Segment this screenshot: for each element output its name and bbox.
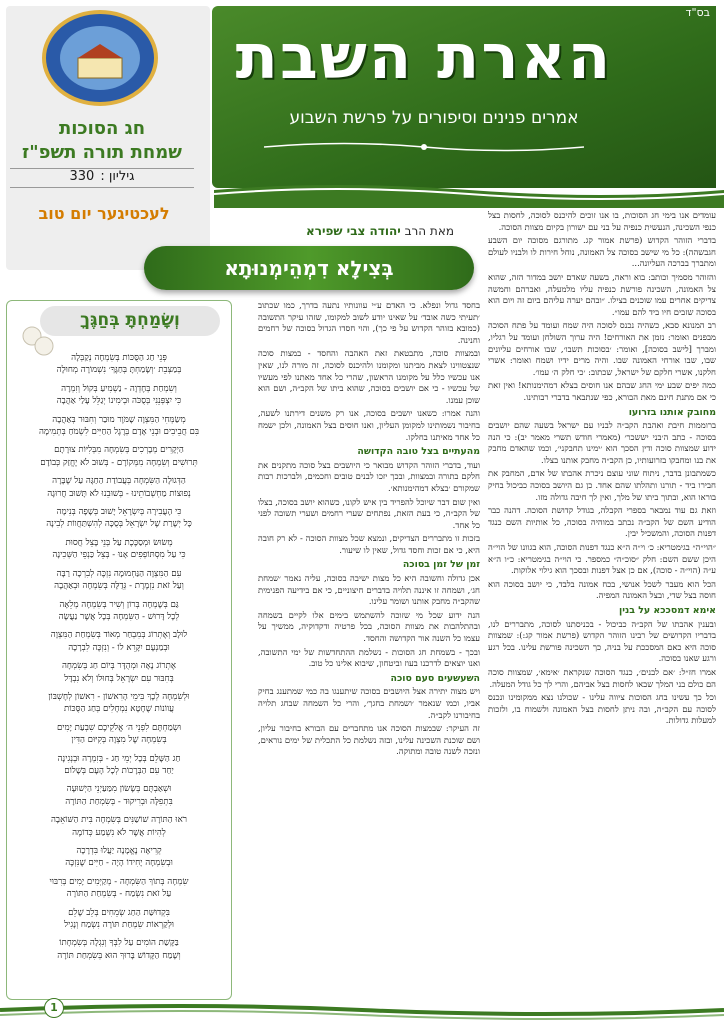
poem-stanza bbox=[12, 691, 226, 716]
poem-stanza bbox=[12, 814, 226, 839]
paragraph: בדברי הזוהר הקדוש (פרשת אמור קג. מתורגם מסוכה יום השבע חגבשהה): כל מי שישב בסוכה צל האמונה, נוחל חירות לו ולבניו לעולם ומתברך בברכה העליונה... bbox=[488, 235, 716, 269]
poem-line: אֶתְרוֹג נָאָה וּמְהֻדָּר בְּיוֹם חַג בְּשִׂמְחָה bbox=[61, 661, 177, 672]
holiday-name: חג הסוכות bbox=[58, 118, 146, 139]
poem-line: פְּנֵי חַג הַסֻּכּוֹת בְּשִׂמְחָה נְקַבְּלָה bbox=[71, 353, 167, 363]
paragraph: עומדים אנו בימי חג הסוכות, בו אנו זוכים להיכנס לסוכה, לחסות בצל כנפי השכינה, הנעשית כנפיה על בני עם ישורון בקיום מצוות הסוכה. bbox=[488, 210, 716, 232]
poem-line: רֹאוּ הַתּוֹרָה שׁוֹשַׁנִּים בְּשִׂמְחָה בִּית הַשּׁוֹאֵבָה bbox=[50, 815, 187, 826]
poem-line: וְשִׂמְחַת בְּחֶדְוָה - נַשְׁמִיעַ בְּקוֹל וְזִמְרָה bbox=[61, 383, 177, 394]
poem-line: לוּלָב וְאֶתְרוֹג בְּמִבְחַר מְאוֹד בְּשִׂמְחַת הַמִּצְוָה bbox=[50, 630, 188, 641]
poem-line: בִּקְדוּשַּׁת הַחַג שְׂמֵחִים בְּלֵב שָׁלֵם bbox=[68, 907, 170, 918]
yom-tov-line: לעכטיגער יום טוב bbox=[38, 204, 170, 223]
poem-line: מְשַׂמְּחִי הַמִּצְוָה שָׁמֹּוֶר מוּבַר וְחִבּוּר בְּאַהֲבָה bbox=[52, 414, 186, 425]
paragraph: אכן גדולה וחשובה היא כל מצות ישיבה בסוכה, עליה נאמר ׳שמחת חג׳, ושמחה זו איננה תלויה בדברים חיצוניים, כי אם בידיעה הפנימית שהקב״ה מחבק אותנו ושומר עלינו. bbox=[258, 573, 480, 607]
poem-line: בִּם חֲבֵיבִים וּבְנֵי אָדָם בְּרֶגֶל הַחַיִּים לִשְׂמֹחַ בְּתְמִימָה bbox=[38, 427, 200, 438]
poem-line: הַדְּגוּלָה הַשִּׂמְחָה בְּעֲבוֹדַת הַחַגָּה עַל שֶׁבָּרָה bbox=[52, 476, 186, 487]
section-heading: מהעתיים בצל טובה הקדושה bbox=[357, 446, 480, 458]
poem-line: שִׂמְחָה בְּתוֹךְ הַשִּׂמְחָה - מְקַיְּמִים יָמִים בְּרִבּוּי bbox=[49, 876, 189, 887]
footer-wave bbox=[0, 1000, 724, 1020]
paragraph: זה העיקר: שבמצות הסוכה אנו מתחברים עם הבורא בחיבור עליון, ושם שוכנת השכינה עלינו, ובזה נשלמת כל התכלית של ימים נוראים, ונזכה לשנה טובה ומתוקה. bbox=[258, 723, 480, 757]
poem-stanza bbox=[12, 753, 226, 778]
poem-stanza bbox=[12, 383, 226, 408]
poem-line: עִם הַמִּצְוָה הַנַּחְמוּמָה נִזְכֶּה לְבִרְכָה רַבָּה bbox=[56, 568, 182, 579]
paragraph: ובמצוות סוכה, מתבטאת זאת האהבה והחסד - במצות סוכה שנצטווינו לצאת מביתנו ומקומנו ולהיכנס לסוכה, זה מורה לנו, שאין אנו עכשיו כלל על מקומנו הראשון, שהרי כל אחד מאתנו לפי מעשיו של עכשיו - כי אם יושבים בסוכה, שהוא ביתו של הקב״ה, ושם הוא שוכן עמנו. bbox=[258, 348, 480, 405]
poem-line: גַּם בְּשָׁמְחָה בְּרוֹן וְשִׁיר בְּשִׂמְחָה מְלֵאָה bbox=[59, 599, 179, 610]
poem-stanza bbox=[12, 537, 226, 562]
poem-line: וְשָׁמַח הַקָּדוֹשׁ בָּרוּךְ הוּא בְּשִׂמְחַת תּוֹרָה bbox=[57, 950, 181, 961]
paragraph: ״הוי״ה״ בגימטריא: כ׳ וי״ה ה״א כנגד דפנות הסוכה, הוא בגוונו של הוי״ה היכן ששם השם: חלק ״סוכ״ה״ כמספר. כי הוי״ה בגימטריא: כ״ו ה״א ע״ה (הוי״ה - סוכה), אם כן אצל דפנות ובסכך הוא גילוי אלוקות. bbox=[488, 542, 716, 576]
poem-line: בַּקָּשַׁת הוֹמִים עַל לִבְּךָ וְנִגְלָה בְּשִׂמְחָתוֹ bbox=[59, 938, 179, 949]
poem-stanza bbox=[12, 660, 226, 685]
paragraph: וכל כך עשינו בחג הסוכות ציווה עלינו - שכולנו נצא ממקומינו ונכנס לסוכה עם הקב״ה, ובה ניתן לחסות בצל האמונה ולשמוח בו, ולזכות למעלות גדולות. bbox=[488, 692, 716, 726]
poem-stanza bbox=[12, 783, 226, 808]
poem-line: נְפוּצוֹת מַחְשְׁבוֹתֵינוּ - בְּשׁוּבֵנוּ לֹא תָּשׁוּב חֲרוּגָה bbox=[47, 488, 191, 499]
poem-line: עַל זֹאת נִשְׂמַח - בְּשִׂמְחַת הַתּוֹרָה bbox=[66, 889, 172, 900]
issue-label: גיליון : bbox=[100, 169, 135, 184]
page-number: 1 bbox=[44, 998, 64, 1018]
byline bbox=[306, 224, 454, 238]
paragraph: ברוממות חיבת ואהבת הקב״ה לבניו עם ישראל בשעה שהם יושבים בסוכה - כתב ה׳בני יששכר׳ (מאמרי חודש תשרי מאמר יב): כי הנה ידוע שמצוות סוכה ודין הסכך הוא ׳ימינו תחבקני׳, וכמו שהאדם מחבק את בנו ומחבקו בזרועותיו, כן הקב״ה מחבק אותנו בצלו. bbox=[488, 420, 716, 465]
poem-line: חַג הַשָּׁלֵם בְּכָל יְמֵי חַג - בְּזִמְרָה וּבְנְגִינָה bbox=[57, 753, 181, 764]
poem-stanza bbox=[12, 414, 226, 439]
issue-date: שמחת תורה תשפ"ז bbox=[22, 142, 182, 163]
byline-prefix: מאת הרב bbox=[404, 224, 454, 238]
paragraph: הנה ידוע שכל מי שזוכה להשתמש בימים אלו לקיים בשמחה ובהתלהבות את מצוות הסוכה, בכל פרטיה ודקדוקיה, ממשיך על עצמו כל השנה אור הקדושה והחסד. bbox=[258, 609, 480, 644]
poem-line: כִּי עַל מִסְתּוֹפְפִים אָנוּ - בְּצֵל כַּנְפֵי הַשְּׁכִינָה bbox=[52, 550, 186, 561]
publication-title: הארת השבת bbox=[235, 20, 613, 93]
poem-title: וְשָׂמַחְתָּ בְּחַגֶּךָ bbox=[80, 310, 180, 330]
publication-subtitle: אמרים פנינים וסיפורים על פרשת השבוע bbox=[289, 108, 579, 128]
poem-line: קְרִיאָה נֶאֱמָנָה יַעֲלוּ בִּדְרָכָה bbox=[76, 846, 162, 856]
paragraph: רב המנונא סבא, כשהיה נכנס לסוכה היה שמח ועומד על פתח הסוכה מבפנים ואומר: נזמן את האורחים! היה ערוך השולחן ועומד על רגליו, ומברך [לישב בסוכה], ואומר: ׳בסוכות תשבו׳, שבו אורחים עליונים שבו, שבו אורחי האמונה שבו. והיה מרים ידיו ושמח ואומר: אשרי חלקנו, אשרי חלקם של ישראל, שכתוב: ׳כי חלק ה׳ עמו׳. bbox=[488, 320, 716, 377]
poem-line: לְהִיוֹת אֲשֶׁר לֹא נִשְׁמַע כְּדוֹמֶה bbox=[72, 827, 166, 838]
section-heading: מחובק אותנו בזרועו bbox=[628, 406, 716, 418]
article-title: בְּצִילָא דִמְהֵימְנוּתָא bbox=[224, 256, 394, 280]
poem-stanza bbox=[12, 629, 226, 654]
poem-line: וּלְקַרְאוֹת שִׂמְחַת תּוֹרָה נִשְׂמַח וְנָגִיל bbox=[64, 920, 174, 931]
issue-number: 330 bbox=[69, 169, 95, 184]
poem-line: יַחַד עִם הַבְּרָכוֹת לְכָל הָעָם בְּשָׁלוֹם bbox=[64, 765, 174, 776]
wave-band bbox=[214, 180, 724, 208]
poem-line: וּלְשִׂמְחָה לְכָךְ בִּימֵי הָרִאשׁוֹן - רִאשׁוֹן לְחֶשְׁבּוֹן bbox=[48, 691, 190, 702]
poem-line: מְשׂוּשׂ וּמְסַכֶּכֶת עַל בְּנֵי בָּצֵל חֲסוּת bbox=[65, 537, 173, 548]
poem-line: וּשְׁאַבְתֶּם בְּשָׂשׂוֹן מִמַּעַיְנֵי הַיְשׁוּעָה bbox=[66, 784, 172, 795]
poem-line: עֲווֹנוֹת שֶׁחָטָא נִמְחָלִים בְּחַג הַסֻּכּוֹת bbox=[63, 704, 175, 715]
poem-line: בְּשִׂמְחָה שֶׁל מִצְוָה בְּקִיּוּם הַדִּין bbox=[71, 735, 167, 746]
section-heading: השעשעים סעם סוכה bbox=[390, 672, 480, 684]
poem-line: וְעַל זֹאת נִזְמֶרֶת - גְּדֻלָּה בְּשִׂמְחָה וּבְאַהֲבָה bbox=[54, 581, 184, 592]
article-column-right bbox=[488, 210, 716, 1000]
poem-stanza bbox=[12, 845, 226, 870]
poem-line: כִּי יִצְפְּנֵנִי בְּסֻכֹּה וּבְימִינוֹ יְגַלֵּל עָלַי אַהֲבָה bbox=[56, 396, 182, 407]
poem-stanza bbox=[12, 907, 226, 932]
poem-line: בְּמַצְּבֵת ׳וְשָׂמַחְתָּ בְּחַגֶּךָ׳ נִשְׁמוֹרָה מְחוּלָה bbox=[56, 365, 182, 376]
page-tag: בס"ד bbox=[685, 6, 710, 19]
paragraph: וזאת גם עוד נמבאר בספרי הקבלה, בגודל קדושת הסוכה. דהנה כבר הודיע השם של הקב״ה נכתב במוהיה בסוכה, כל אותיות השם כנגד דפנות הסוכה, והמשכיל יבין. bbox=[488, 505, 716, 539]
poem-line: כָּל יְשָׁרַת שֶׁל יִשְׂרָאֵל בְּסֻכָּה לְהִשְׁתַּחֲווֹת לְבִינָה bbox=[46, 519, 192, 530]
poem-stanza bbox=[12, 599, 226, 624]
poem-line: וּבְמַנְעָם יִקָּרֵא לוֹ - וְנִזְכֶּה לִבְרָכָה bbox=[68, 642, 170, 653]
poem-stanza bbox=[12, 444, 226, 469]
poem-stanza bbox=[12, 475, 226, 500]
paragraph: ויש מצוה יתירה אצל היושבים בסוכה שיתענגו בה כמי שמתענג בחיק אביו, וכמו שנאמר ׳ושמחת בחגך׳, והרי כל השמחה שבחג תלויה בחיבורנו לקב״ה. bbox=[258, 686, 480, 720]
paragraph: והנה אמרו: כשאנו יושבים בסוכה, אנו רק משנים דירתנו לשעה, בחיבור נשמותינו למקומן העליון, ואנו חוסים בצל האמונה, ולכן ישמח כל אחד מאיתנו בחלקו. bbox=[258, 408, 480, 442]
paragraph: ועוד, בדברי הזוהר הקדוש מבואר כי היושבים בצל סוכה מתקנים את חלקם בתורה ובמצוות, ובכך יזכו לבנים טובים וחכמים, ולברכות רבות שמקורם ׳בצלא דמהימנותא׳. bbox=[258, 459, 480, 493]
poem-stanza bbox=[12, 352, 226, 377]
poem-line: הַיְקָרִים מְבָרְכִים בְּשִׂמְחָה מִבְּלִיּוֹת צוּרָתָם bbox=[54, 445, 184, 456]
paragraph: הכל הוא מעבר לשכל אנושי, בכח אמונה בלבד, כי יושב בסוכה הוא חוסה בצל שדי, ובצל האמונה המפיה. bbox=[488, 578, 716, 601]
poem-line: בְּחִבּוּר עִם יִשְׂרָאֵל בְּחוּלוֹ וְלֹא נִבְדָּל bbox=[64, 673, 174, 684]
poem-line: וּשְׂמַחְתֶּם לִפְנֵי ה׳ אֱלֹקֵיכֶם שִׁבְעַת יָמִים bbox=[56, 722, 182, 733]
logo-emblem bbox=[40, 8, 160, 108]
poem-stanza bbox=[12, 937, 226, 962]
poem-line: בִּתְפִלָּה וּבְרִיקוּד - בְּשִׂמְחַת הַתּוֹרָה bbox=[65, 796, 173, 807]
section-heading: אימא דמסככא על בנין bbox=[619, 605, 716, 616]
poem-stanza bbox=[12, 506, 226, 531]
poem-line: כִּי הָעֲבִירָה בְּיִשְׂרָאֵל יָשׁוּב בְּשָׁפָה בְּנִימָה bbox=[56, 507, 182, 518]
section-heading: זמן של זמן בסוכה bbox=[402, 559, 480, 571]
paragraph: כשמתבונן בדבר, ניתוח שוני עוצם ניכרת אהבתו של אדם, המחבק את חבירו ביד - תורנו ותהלתו שהם אחד. כן גם היושב בסוכה כביכול בחיק בוראו הוא, ובתוך ביתו של מלך, ואין לך חיבה גדולה מזו. bbox=[488, 468, 716, 502]
byline-author: יהודה צבי שפירא bbox=[306, 224, 401, 238]
paragraph: ואין שום דבר שיוכל להפריד בין איש לקונו, כשהוא יושב בסוכה, בצלו של הקב״ה, כי בעת הזאת, נפתחים שערי רחמים ושערי תשובה לפני כל אחד. bbox=[258, 496, 480, 530]
paragraph: בחסד גדול ונפלא. כי האדם ע״י עוונותיו נתעה בדרך, כמו שכתוב ׳תעיתי כשה אובד׳ על שאינו יודע לשוב למקומו, שזהו עיקר התשובה (כמובא בזוהר הקדוש על פי כך), והוי חסדו הגדול בסוכה של רחמים וחנינה. bbox=[258, 300, 480, 345]
paragraph: והזוהר מסמיך וכותב: בוא וראה, בשעה שאדם יושב במדור הזה, שהוא צל האמונה, השכינה פורשת כנפיה עליו מלמעלה, ואברהם וחמשה צדיקים אחרים עמו שוכנים בצילו. ״ובהם יערה עליהם ביום זה ויום הוא בסוכה שזבים חיו ביד להם עמו״. bbox=[488, 271, 716, 317]
paragraph: כמה יפים שבע ימי החג שבהם אנו חוסים בצלא דמהימנותא! ואין זאת כי אם מתנת חינם מאת הבורא, כפי שנתבאר בדברי רבותינו. bbox=[488, 380, 716, 402]
paragraph: ובכך - בשמחת חג הסוכות - נשלמת ההתחדשות של ימי התשובה, ואנו יוצאים לדרכנו בעוז וביטחון, שיבוא אלינו כל טוב. bbox=[258, 646, 480, 669]
paragraph: ובענין אהבתו של הקב״ה כביכול - בכניסתנו לסוכה, מתבררים לנו, בדבריו הקדושים של רבינו הזוהר הקדוש (פרשת אמור קג:): שמצוות סוכה היא כאם המסככת על בניה, כך השכינה פורשת עלינו. בכל רגע ורגע שאנו בסוכה. bbox=[488, 618, 716, 664]
issue-number-box bbox=[10, 168, 194, 188]
poem-stanza bbox=[12, 876, 226, 901]
poem-line: וּבְשִׂמְחָה יָחִידוֹ הָיָה - חַיִּים שֶׁנִּזְכֶּה bbox=[65, 858, 173, 869]
ornament-divider bbox=[264, 140, 584, 154]
paragraph: אמרו חז״ל: ׳אם לבנים׳, כנגד הסוכה שנקראת ׳אימא׳, שמצוות סוכה הם כולם בני המלך שבאו לחסות בצל אביהם, והרי לך כל גודל המעלה. bbox=[488, 666, 716, 689]
article-column-middle bbox=[258, 300, 480, 1000]
poem-stanza bbox=[12, 568, 226, 593]
poem-stanza bbox=[12, 722, 226, 747]
poem-body bbox=[12, 352, 226, 992]
poem-line: לְכָל דָּרוּשׁ - הַשִּׂמְחָה בְּכָל אֲשֶׁר נַעֲשָׂה bbox=[58, 611, 180, 622]
paragraph: בזכות זו מתבררים הצדיקים, ונמצא שכל מצוות הסוכה - לא רק חובה היא, כי אם זכות וחסד גדול, שאין לו שיעור. bbox=[258, 533, 480, 555]
poem-line: תְּרוּשִׁים וְשִׂמְחָה מִמְּקוֹרָם - בְּשׁוּב לֹא יֶחֱזַק כְּבוֹדָם bbox=[40, 457, 198, 468]
